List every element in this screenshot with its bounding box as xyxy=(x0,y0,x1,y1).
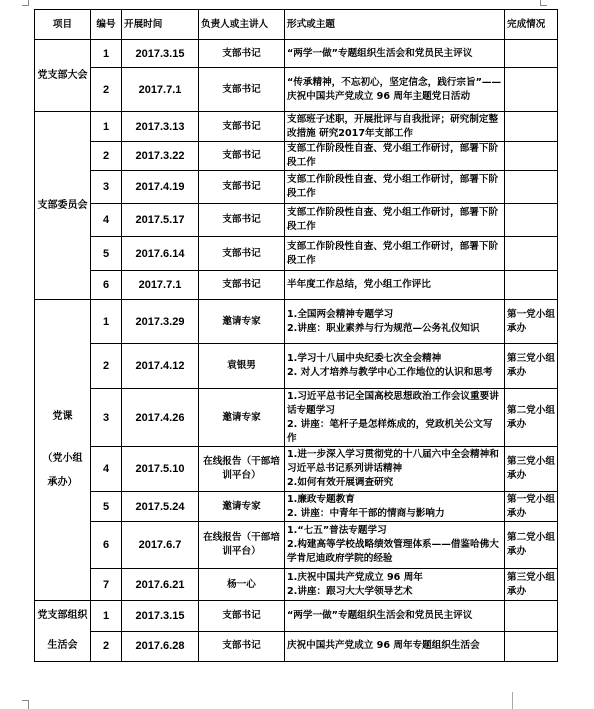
group-name: 支部委员会 xyxy=(35,112,91,300)
row-topic: “两学一做”专题组织生活会和党员民主评议 xyxy=(285,40,505,68)
row-num: 7 xyxy=(91,569,122,601)
row-topic: 1.“七五”普法专题学习 2.构建高等学校战略绩效管理体系——借鉴哈佛大学肯尼迪政府学院的经验 xyxy=(285,522,505,569)
row-num: 3 xyxy=(91,389,122,447)
table-row xyxy=(35,569,558,601)
group-name-line: （党小组 xyxy=(42,453,83,464)
table-row xyxy=(35,40,558,68)
row-topic: 支部工作阶段性自查、党小组工作研讨，部署下阶段工作 xyxy=(285,237,505,271)
row-person: 邀请专家 xyxy=(199,389,285,447)
table-row xyxy=(35,389,558,447)
row-date: 2017.6.14 xyxy=(122,237,199,271)
row-status xyxy=(505,237,558,271)
row-date: 2017.5.24 xyxy=(122,492,199,522)
row-topic: “传承精神，不忘初心，坚定信念，践行宗旨”——庆祝中国共产党成立 96 周年主题党日活动 xyxy=(285,68,505,112)
table-row xyxy=(35,631,558,662)
table-row xyxy=(35,142,558,171)
table-row xyxy=(35,522,558,569)
row-date: 2017.6.21 xyxy=(122,569,199,601)
header-person: 负责人或主讲人 xyxy=(199,10,285,40)
row-num: 1 xyxy=(91,40,122,68)
table-row xyxy=(35,68,558,112)
row-num: 5 xyxy=(91,492,122,522)
row-date: 2017.3.15 xyxy=(122,40,199,68)
page-corner-mark xyxy=(540,5,547,6)
table-row xyxy=(35,492,558,522)
row-status: 第三党小组承办 xyxy=(505,569,558,601)
row-status xyxy=(505,142,558,171)
header-item: 项目 xyxy=(35,10,91,40)
row-num: 5 xyxy=(91,237,122,271)
row-date: 2017.3.13 xyxy=(122,112,199,142)
row-date: 2017.3.22 xyxy=(122,142,199,171)
group-name-line: 承办） xyxy=(47,477,78,488)
page-corner-mark xyxy=(22,5,29,6)
row-person: 在线报告（干部培训平台） xyxy=(199,447,285,492)
row-num: 2 xyxy=(91,142,122,171)
header-time: 开展时间 xyxy=(122,10,199,40)
group-name: 党支部大会 xyxy=(35,40,91,112)
row-status: 第三党小组承办 xyxy=(505,447,558,492)
row-topic: 庆祝中国共产党成立 96 周年专题组织生活会 xyxy=(285,631,505,662)
row-person: 袁银男 xyxy=(199,344,285,389)
row-status xyxy=(505,171,558,204)
row-topic: 支部工作阶段性自查、党小组工作研讨，部署下阶段工作 xyxy=(285,204,505,237)
row-num: 2 xyxy=(91,68,122,112)
row-topic: “两学一做”专题组织生活会和党员民主评议 xyxy=(285,601,505,632)
row-topic: 1.习近平总书记全国高校思想政治工作会议重要讲话专题学习 2. 讲座：笔杆子是怎样炼成的，党政机关公文写作 xyxy=(285,389,505,447)
row-num: 2 xyxy=(91,344,122,389)
row-date: 2017.5.17 xyxy=(122,204,199,237)
row-date: 2017.6.28 xyxy=(122,631,199,662)
row-date: 2017.5.10 xyxy=(122,447,199,492)
row-num: 6 xyxy=(91,271,122,300)
row-topic: 1.进一步深入学习贯彻党的十八届六中全会精神和习近平总书记系列讲话精神 2.如何有效开展调查研究 xyxy=(285,447,505,492)
header-status: 完成情况 xyxy=(505,10,558,40)
row-person: 支部书记 xyxy=(199,142,285,171)
row-date: 2017.7.1 xyxy=(122,271,199,300)
row-status xyxy=(505,40,558,68)
row-status xyxy=(505,204,558,237)
row-status xyxy=(505,601,558,632)
row-person: 在线报告（干部培训平台） xyxy=(199,522,285,569)
row-person: 支部书记 xyxy=(199,112,285,142)
row-status xyxy=(505,271,558,300)
row-date: 2017.3.15 xyxy=(122,601,199,632)
table-row xyxy=(35,344,558,389)
row-date: 2017.4.12 xyxy=(122,344,199,389)
row-status xyxy=(505,631,558,662)
row-topic: 支部班子述职，开展批评与自我批评；研究制定整改措施 研究2017年支部工作 xyxy=(285,112,505,142)
group-name xyxy=(35,300,91,601)
row-num: 4 xyxy=(91,447,122,492)
header-num: 编号 xyxy=(91,10,122,40)
row-num: 4 xyxy=(91,204,122,237)
row-person: 支部书记 xyxy=(199,237,285,271)
group-name: 党支部组织生活会 xyxy=(35,601,91,662)
row-topic: 1.庆祝中国共产党成立 96 周年 2.讲座：跟习大大学领导艺术 xyxy=(285,569,505,601)
row-status: 第二党小组承办 xyxy=(505,522,558,569)
row-num: 3 xyxy=(91,171,122,204)
row-status: 第三党小组承办 xyxy=(505,344,558,389)
row-person: 邀请专家 xyxy=(199,492,285,522)
row-topic: 支部工作阶段性自查、党小组工作研讨，部署下阶段工作 xyxy=(285,171,505,204)
row-person: 支部书记 xyxy=(199,271,285,300)
row-person: 支部书记 xyxy=(199,601,285,632)
row-date: 2017.7.1 xyxy=(122,68,199,112)
row-date: 2017.4.19 xyxy=(122,171,199,204)
row-person: 支部书记 xyxy=(199,171,285,204)
row-date: 2017.4.26 xyxy=(122,389,199,447)
row-status: 第一党小组承办 xyxy=(505,492,558,522)
page-corner-mark xyxy=(512,692,513,709)
row-topic: 1.学习十八届中央纪委七次全会精神 2. 对人才培养与教学中心工作地位的认识和思考 xyxy=(285,344,505,389)
row-num: 2 xyxy=(91,631,122,662)
table-row xyxy=(35,601,558,632)
table-row xyxy=(35,237,558,271)
header-row xyxy=(35,10,558,40)
table-row xyxy=(35,300,558,344)
row-num: 6 xyxy=(91,522,122,569)
row-status: 第一党小组承办 xyxy=(505,300,558,344)
row-status xyxy=(505,112,558,142)
page-corner-mark xyxy=(22,700,29,701)
row-date: 2017.3.29 xyxy=(122,300,199,344)
row-person: 支部书记 xyxy=(199,40,285,68)
table-row xyxy=(35,204,558,237)
row-num: 1 xyxy=(91,601,122,632)
row-date: 2017.6.7 xyxy=(122,522,199,569)
table-row xyxy=(35,112,558,142)
table-row xyxy=(35,447,558,492)
row-status xyxy=(505,68,558,112)
row-num: 1 xyxy=(91,112,122,142)
row-num: 1 xyxy=(91,300,122,344)
row-topic: 1.全国两会精神专题学习 2.讲座：职业素养与行为规范—公务礼仪知识 xyxy=(285,300,505,344)
group-name-line: 党课 xyxy=(52,411,73,422)
row-topic: 1.廉政专题教育 2. 讲座：中青年干部的情商与影响力 xyxy=(285,492,505,522)
schedule-table xyxy=(34,9,558,662)
row-person: 支部书记 xyxy=(199,68,285,112)
table-row xyxy=(35,271,558,300)
header-form: 形式或主题 xyxy=(285,10,505,40)
row-person: 杨一心 xyxy=(199,569,285,601)
row-topic: 半年度工作总结，党小组工作评比 xyxy=(285,271,505,300)
row-status: 第二党小组承办 xyxy=(505,389,558,447)
table-row xyxy=(35,171,558,204)
row-person: 支部书记 xyxy=(199,204,285,237)
row-topic: 支部工作阶段性自查、党小组工作研讨，部署下阶段工作 xyxy=(285,142,505,171)
page-corner-mark xyxy=(28,700,29,709)
row-person: 邀请专家 xyxy=(199,300,285,344)
row-person: 支部书记 xyxy=(199,631,285,662)
